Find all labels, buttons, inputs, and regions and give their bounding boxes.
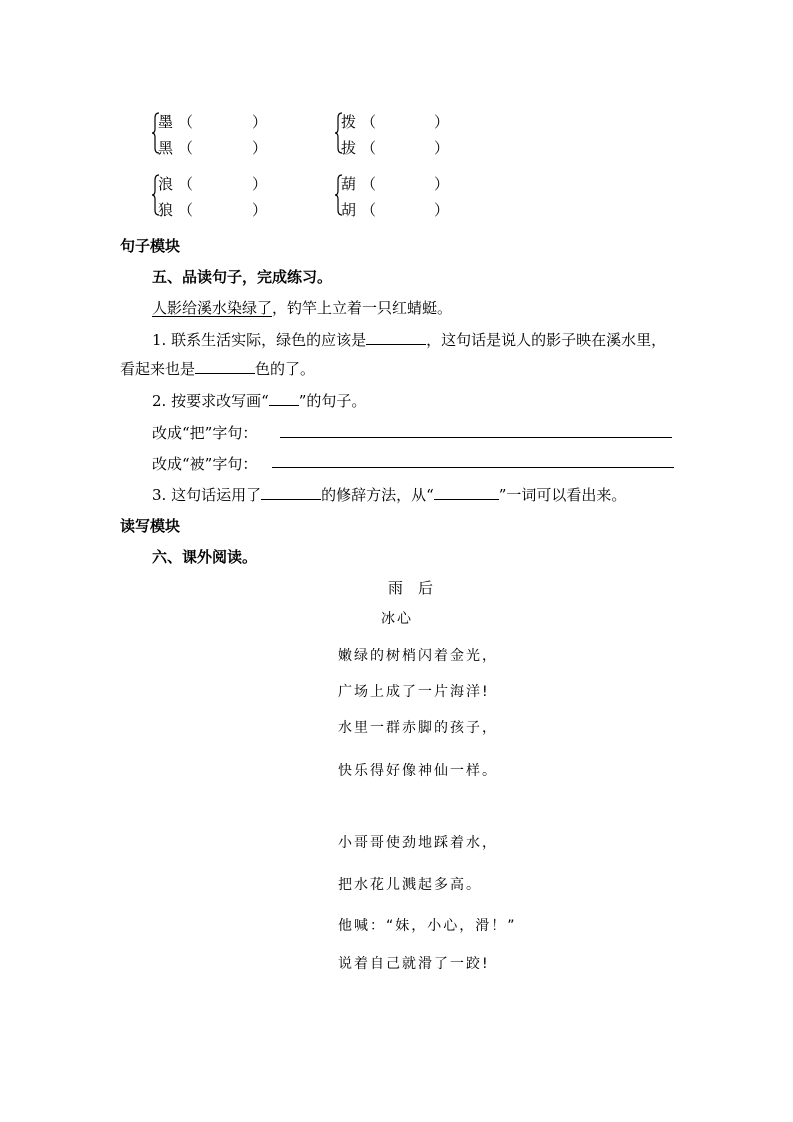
poem-author: 冰心 — [381, 611, 413, 627]
poem-title: 雨 后 — [388, 579, 434, 597]
paren-open: （ — [178, 175, 194, 193]
section-heading-sentence: 句子模块 — [120, 237, 181, 255]
q5-item-1-text-a: 1. 联系生活实际，绿色的应该是 — [152, 331, 367, 349]
paren-close: ） — [252, 201, 268, 219]
ba-sentence-answer-line[interactable] — [280, 437, 672, 438]
q5-item-3-text-a: 3. 这句话运用了 — [152, 486, 262, 504]
q5-item-2-text-a: 2. 按要求改写画“ — [152, 392, 269, 410]
paren-close: ） — [434, 113, 450, 131]
answer-blank[interactable] — [195, 359, 255, 374]
bei-sentence-answer-line[interactable] — [272, 467, 674, 468]
question-6-title: 六、课外阅读。 — [152, 548, 258, 566]
paren-close: ） — [252, 113, 268, 131]
char-item: 黑 — [158, 139, 174, 157]
poem-line: 把水花儿溅起多高。 — [338, 877, 482, 893]
q5-item-1-text-d: 色的了。 — [255, 360, 316, 378]
paren-close: ） — [252, 139, 268, 157]
poem-line: 说着自己就滑了一跤! — [338, 956, 490, 972]
char-item: 拨 — [341, 113, 357, 131]
q5-item-1-text-c: 看起来也是 — [120, 360, 196, 378]
q5-item-3-text-b: 的修辞方法，从“ — [321, 486, 434, 504]
q5-item-2-text-b: ”的句子。 — [298, 392, 367, 410]
sentence — [152, 297, 452, 318]
poem-line: 小哥哥使劲地踩着水， — [338, 835, 498, 851]
section-heading-read-write: 读写模块 — [120, 517, 181, 535]
q5-item-1-cont — [120, 358, 315, 379]
paren-close: ） — [434, 139, 450, 157]
answer-blank[interactable] — [366, 330, 426, 345]
paren-open: （ — [361, 201, 377, 219]
answer-blank[interactable] — [261, 485, 321, 500]
bei-sentence-label: 改成“被”字句： — [152, 455, 258, 473]
sentence-underlined: 人影给溪水染绿了 — [152, 299, 273, 317]
q5-item-3 — [152, 484, 626, 505]
paren-open: （ — [361, 175, 377, 193]
answer-blank[interactable] — [434, 485, 499, 500]
char-item: 狼 — [158, 201, 174, 219]
sentence-rest: ，钓竿上立着一只红蜻蜓。 — [272, 299, 453, 317]
q5-item-1-text-b: ，这句话是说人的影子映在溪水里， — [426, 331, 667, 349]
underline-sample — [269, 391, 299, 406]
poem-line: 水里一群赤脚的孩子， — [338, 720, 498, 736]
char-item: 胡 — [341, 201, 357, 219]
paren-close: ） — [434, 201, 450, 219]
paren-open: （ — [178, 201, 194, 219]
char-item: 葫 — [341, 175, 357, 193]
q5-item-2 — [152, 390, 366, 411]
poem-line: 他喊：“妹，小心，滑！” — [338, 918, 517, 934]
paren-close: ） — [434, 175, 450, 193]
q5-item-3-text-c: ”一词可以看出来。 — [498, 486, 627, 504]
poem-line: 广场上成了一片海洋! — [338, 684, 490, 700]
q5-item-1 — [152, 329, 666, 350]
paren-open: （ — [361, 113, 377, 131]
ba-sentence-label: 改成“把”字句： — [152, 424, 258, 442]
paren-open: （ — [178, 113, 194, 131]
paren-close: ） — [252, 175, 268, 193]
paren-open: （ — [178, 139, 194, 157]
poem-line: 快乐得好像神仙一样。 — [338, 763, 498, 779]
char-item: 拔 — [341, 139, 357, 157]
char-item: 浪 — [158, 175, 174, 193]
poem-line: 嫩绿的树梢闪着金光， — [338, 648, 498, 664]
paren-open: （ — [361, 139, 377, 157]
char-item: 墨 — [158, 113, 174, 131]
question-5-title: 五、品读句子，完成练习。 — [152, 268, 333, 286]
